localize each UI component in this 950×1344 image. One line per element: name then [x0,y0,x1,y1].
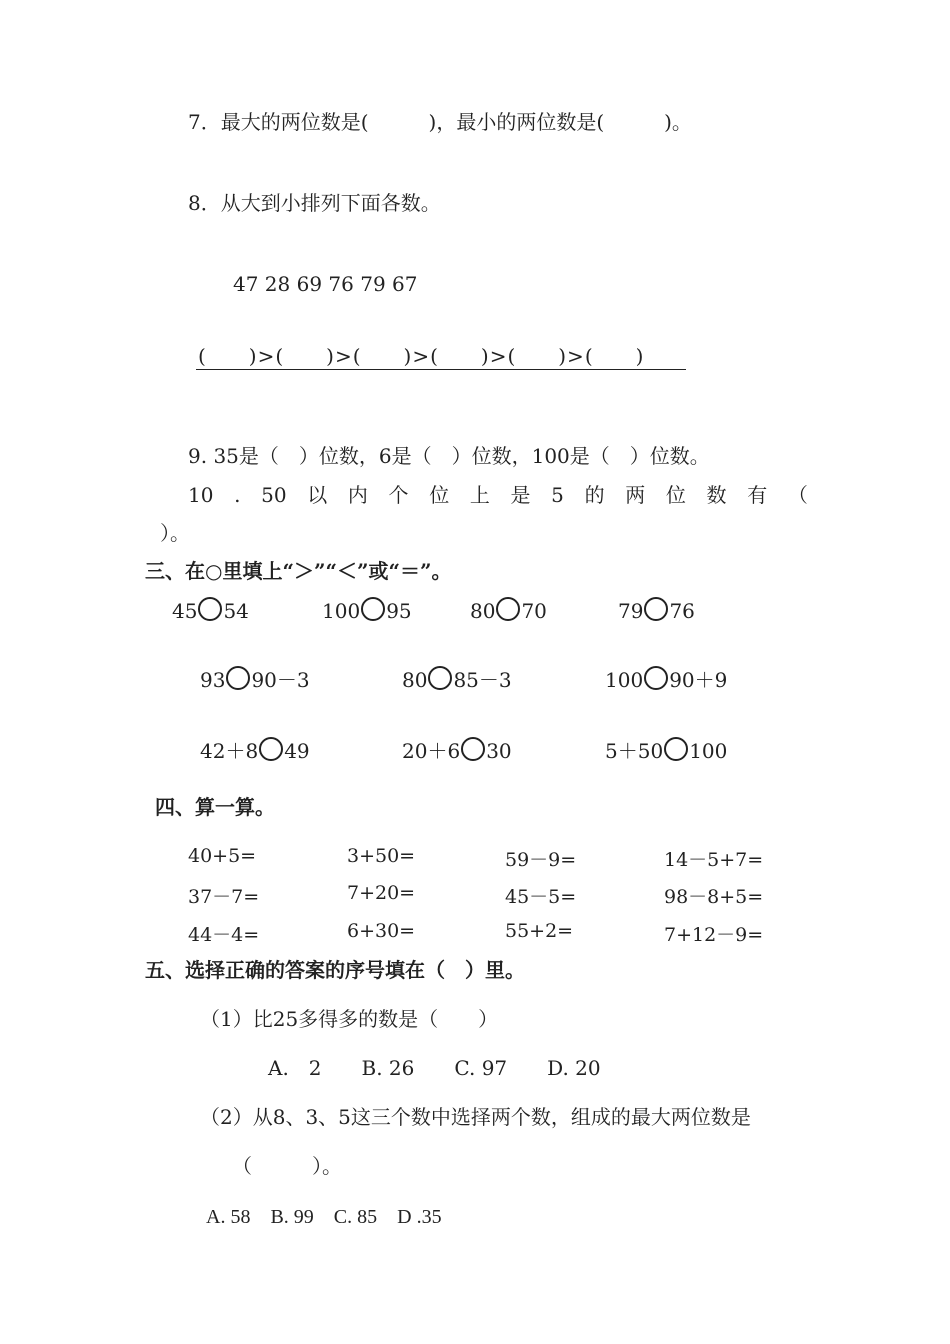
answer-circle[interactable] [198,597,222,621]
answer-circle[interactable] [496,597,520,621]
q10-token: 位 [429,483,450,507]
answer-circle[interactable] [461,737,485,761]
q10-token: . [234,483,241,507]
s5-question-2-blank: （ ）。 [232,1154,342,1178]
compare-item: 100 90＋9 [605,668,728,692]
calc-item: 14－5+7= [664,849,764,871]
compare-item: 93 90－3 [200,668,310,692]
q10-token: 两 [625,483,646,507]
answer-circle[interactable] [428,666,452,690]
calc-item: 3+50= [347,845,416,867]
section-4-title: 四、算一算。 [155,795,275,819]
question-10 [188,483,808,507]
answer-circle[interactable] [644,597,668,621]
answer-circle[interactable] [226,666,250,690]
answer-circle[interactable] [664,737,688,761]
question-7: 7．最大的两位数是( )，最小的两位数是( )。 [188,110,692,134]
question-9: 9. 35是（ ）位数，6是（ ）位数，100是（ ）位数。 [188,444,710,468]
compare-item: 20＋6 30 [402,739,512,763]
calc-item: 37－7= [188,886,260,908]
q10-token: 内 [347,483,368,507]
calc-item: 7+12－9= [664,924,764,946]
calc-item: 40+5= [188,845,257,867]
section-3-title: 三、在○里填上“＞”“＜”或“＝”。 [145,559,452,583]
q10-token: 5 [551,483,564,507]
compare-item: 100 95 [322,599,412,623]
calc-item: 6+30= [347,920,416,942]
calc-item: 7+20= [347,882,416,904]
compare-item: 42＋8 49 [200,739,310,763]
compare-item: 79 76 [618,599,695,623]
q10-token: （ [787,483,808,507]
compare-item: 5＋50 100 [605,739,728,763]
question-8-blanks: ( )>( )>( )>( )>( )>( ) [198,344,645,368]
q10-token: 个 [388,483,409,507]
q10-token: 是 [510,483,531,507]
question-8-numbers: 47 28 69 76 79 67 [233,272,418,296]
calc-item: 44－4= [188,924,260,946]
calc-item: 45－5= [505,886,577,908]
q10-token: 10 [188,483,214,507]
question-8: 8．从大到小排列下面各数。 [188,191,441,215]
q10-token: 位 [665,483,686,507]
s5-question-1: （1）比25多得多的数是（ ） [200,1007,499,1031]
calc-item: 55+2= [505,920,574,942]
q10-token: 的 [584,483,605,507]
q10-token: 以 [307,483,328,507]
q10-token: 50 [261,483,287,507]
answer-circle[interactable] [259,737,283,761]
q10-token: 上 [469,483,490,507]
q10-token: 有 [747,483,768,507]
answer-underline [196,369,686,370]
question-10-end: ）。 [160,521,190,545]
compare-item: 80 85－3 [402,668,512,692]
answer-circle[interactable] [644,666,668,690]
section-5-title: 五、选择正确的答案的序号填在（ ）里。 [145,958,525,982]
s5-question-2-options: A. 58 B. 99 C. 85 D .35 [206,1206,442,1228]
compare-item: 45 54 [172,599,249,623]
calc-item: 59－9= [505,849,577,871]
compare-item: 80 70 [470,599,547,623]
answer-circle[interactable] [361,597,385,621]
calc-item: 98－8+5= [664,886,764,908]
s5-question-1-options: A. 2 B. 26 C. 97 D. 20 [268,1056,601,1080]
s5-question-2: （2）从8、3、5这三个数中选择两个数，组成的最大两位数是 [200,1105,751,1129]
q10-token: 数 [706,483,727,507]
